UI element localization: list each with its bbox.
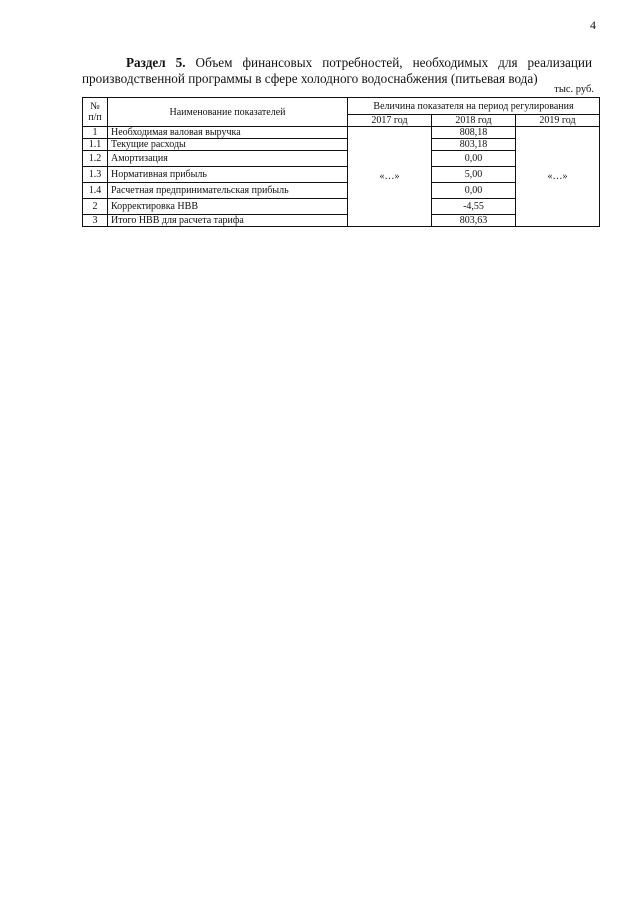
row-number: 1 (83, 127, 108, 139)
row-name: Расчетная предпринимательская прибыль (108, 183, 348, 199)
row-value-2018: 0,00 (432, 151, 516, 167)
financial-needs-table (82, 97, 600, 227)
row-name: Необходимая валовая выручка (108, 127, 348, 139)
section-label: Раздел 5. (126, 55, 186, 70)
row-number: 1.3 (83, 167, 108, 183)
section-title (82, 55, 592, 86)
row-number: 3 (83, 215, 108, 227)
page-number: 4 (590, 18, 596, 32)
row-name: Амортизация (108, 151, 348, 167)
row-number: 1.2 (83, 151, 108, 167)
row-number: 1.4 (83, 183, 108, 199)
row-name: Текущие расходы (108, 139, 348, 151)
row-value-2018: 808,18 (432, 127, 516, 139)
row-value-2018: 0,00 (432, 183, 516, 199)
row-value-2018: 5,00 (432, 167, 516, 183)
value-2017-placeholder: «…» (348, 127, 432, 227)
row-number: 1.1 (83, 139, 108, 151)
units-label: тыс. руб. (554, 84, 594, 95)
row-value-2018: 803,63 (432, 215, 516, 227)
row-value-2018: 803,18 (432, 139, 516, 151)
row-value-2018: -4,55 (432, 199, 516, 215)
value-2019-placeholder: «…» (516, 127, 600, 227)
header-year-2017: 2017 год (348, 115, 432, 127)
row-name: Нормативная прибыль (108, 167, 348, 183)
header-number: № п/п (83, 98, 108, 127)
row-name: Корректировка НВВ (108, 199, 348, 215)
row-number: 2 (83, 199, 108, 215)
header-period: Величина показателя на период регулирования (348, 98, 600, 115)
section-title-text: Объем финансовых потребностей, необходимых для реализации производственной программы в сфере холодного водоснабжения (питьевая вода) (82, 55, 592, 86)
header-year-2019: 2019 год (516, 115, 600, 127)
row-name: Итого НВВ для расчета тарифа (108, 215, 348, 227)
header-name: Наименование показателей (108, 98, 348, 127)
header-year-2018: 2018 год (432, 115, 516, 127)
table-row (83, 127, 600, 139)
